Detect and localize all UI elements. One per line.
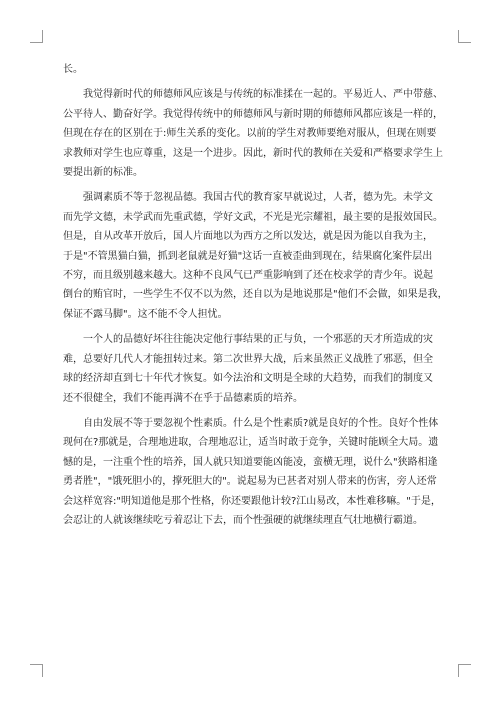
paragraph-2 — [63, 85, 443, 182]
text-line: 还不很健全，我们不能再满不在乎于品德素质的培养。 — [63, 392, 303, 404]
crop-mark-top-right — [458, 30, 471, 43]
paragraph-4 — [63, 330, 439, 408]
text-line: 但现在存在的区别在于:师生关系的变化。以前的学生对教师要绝对服从，但现在则要 — [63, 128, 437, 140]
text-line: 现何在?那就是，合理地进取，合理地忍让，适当时敢于竞争，关键时能顾全大局。遗 — [63, 437, 439, 449]
crop-mark-bottom-left — [30, 664, 43, 677]
text-line: 我觉得新时代的师德师风应该是与传统的标准揉在一起的。平易近人、严中带慈、 — [83, 89, 443, 101]
text-line: 憾的是，一注重个性的培养，国人就只知道要能凶能凌，蛮横无理，说什么"狭路相逢 — [63, 456, 438, 468]
text-line: 会忍让的人就该继续吃亏着忍让下去，而个性强硬的就继续理直气壮地横行霸道。 — [63, 514, 423, 526]
text-line: 自由发展不等于要忽视个性素质。什么是个性素质?就是良好的个性。良好个性体 — [83, 417, 439, 429]
text-line: 长。 — [63, 64, 83, 75]
crop-mark-top-left — [30, 30, 43, 43]
text-line: 求教师对学生也应尊重，这是一个进步。因此，新时代的教师在关爱和严格要求学生上 — [63, 147, 443, 159]
text-line: 勇者胜"，"饿死胆小的，撑死胆大的"。说起易为已甚者对别人带来的伤害，旁人还常 — [63, 476, 437, 488]
text-line: 但是，自从改革开放后，国人片面地以为西方之所以发达，就是因为能以自我为主， — [63, 231, 433, 243]
text-line: 会这样宽容:"明知道他是那个性格，你还要跟他计较?江山易改，本性难移嘛。"于是， — [63, 495, 441, 507]
text-line: 一个人的品德好坏往往能决定他行事结果的正与负，一个邪恶的天才所造成的灾 — [83, 334, 433, 346]
paragraph-3 — [63, 188, 448, 324]
text-line: 难，总要好几代人才能扭转过来。第二次世界大战，后来虽然正义战胜了邪恶，但全 — [63, 353, 433, 365]
text-line: 强调素质不等于忽视品德。我国古代的教育家早就说过，人者，德为先。未学文 — [83, 192, 433, 204]
text-line: 倒台的贿官时，一些学生不仅不以为然，还自以为是地说那是"他们不会做，如果是我， — [63, 289, 448, 301]
crop-mark-bottom-right — [458, 664, 471, 677]
text-line: 公平待人、勤奋好学。我觉得传统中的师德师风与新时期的师德师风都应该是一样的， — [63, 108, 443, 120]
text-line: 球的经济却直到七十年代才恢复。如今法治和文明是全球的大趋势，而我们的制度又 — [63, 373, 433, 385]
text-line: 而先学文德，未学武而先重武德，学好文武，不光是光宗耀祖，最主要的是报效国民。 — [63, 211, 443, 223]
text-line: 于是"不管黑猫白猫，抓到老鼠就是好猫"这话一直被歪曲到现在，结果腐化案件层出 — [63, 250, 433, 262]
text-line: 要提出新的标准。 — [63, 167, 143, 179]
paragraph-5 — [63, 414, 439, 530]
text-line: 保证不露马脚"。这不能不令人担忧。 — [63, 308, 228, 320]
document-body — [63, 60, 448, 530]
text-line: 不穷，而且级别越来越大。这种不良风气已严重影响到了还在校求学的青少年。说起 — [63, 270, 433, 282]
paragraph-1 — [63, 60, 439, 79]
